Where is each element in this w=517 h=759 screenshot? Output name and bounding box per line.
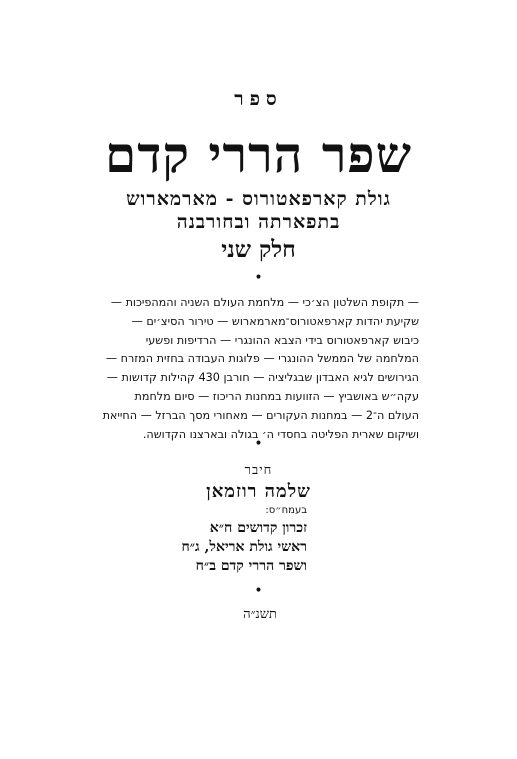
summary-line: ושיקום שארית הפליטה בחסדי ה׳ בגולה ובארצנו הקדושה. [142,427,419,441]
previous-work-item: זכרון קדושים ח״א [209,520,307,536]
previous-works-list [100,519,307,576]
summary-line: העולם ה־2 — במחנות העקורים — מאחורי מסך הברזל — החייאת [102,408,419,422]
author-label: חיבר [244,463,273,478]
author-name: שלמה רוזמאן [206,481,311,502]
publication-year: תשנ״ה [243,607,277,622]
bullet-ornament: • [254,583,263,599]
volume-label: חלק שני [221,236,296,263]
previous-works-label: בעמח״ס: [265,505,307,516]
summary-line: כיבוש קארפאטורוס בידי הצבא ההונגרי — הרדיפות ופשעי [145,333,419,347]
contents-summary [101,294,419,444]
summary-line: — תקופת השלטון הצ׳כי — מלחמת העולם השניה והמהפיכות — [110,296,419,309]
summary-line: המלחמה של הממשל ההונגרי — פלוגות העבודה בחזית המזרח — [105,352,419,366]
previous-work-item: ראשי גולת אריאל, ג״ח [181,539,307,555]
summary-line: עקה״ש באושביץ — הזוועות במחנות הריכוז — סיום מלחמת [134,389,419,403]
summary-line: הגירושים לגיא האבדון שבגליציה — חורבן 430 קהילות קדושות — [106,371,419,385]
subtitle-line-1: גולת קארפאטורוס - מארמארוש [126,188,391,210]
book-label: ספר [234,88,283,110]
book-title: שפר הררי קדם [105,125,412,184]
subtitle-line-2: בתפארתה ובחורבנה [176,211,341,233]
bullet-ornament: • [254,270,263,286]
bullet-ornament: • [254,436,263,452]
previous-work-item: ושפר הררי קדם ב״ח [195,558,307,574]
summary-line: שקיעת יהדות קארפאטורוס־מארמארוש — טירור הסיצ׳ים — [131,314,419,328]
